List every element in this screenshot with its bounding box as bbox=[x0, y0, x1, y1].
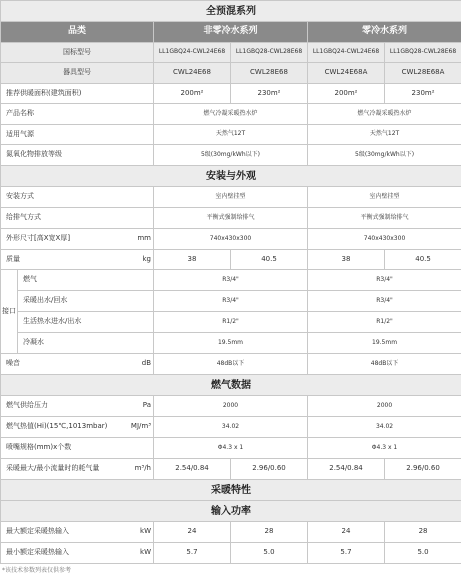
nozzle-label: 喷嘴规格(mm)x个数 bbox=[1, 438, 154, 459]
port-row-label: 冷凝水 bbox=[18, 333, 154, 354]
heating-area-label: 推荐供暖面积(建筑面积) bbox=[1, 84, 154, 104]
power-source-label: 适用气源 bbox=[1, 125, 154, 145]
power-source-cell: 天然气12T bbox=[308, 125, 461, 145]
min-input-cell: 5.7 bbox=[154, 543, 231, 564]
models-label: 国标型号 bbox=[1, 43, 154, 63]
series-b-header: 零冷水系列 bbox=[308, 22, 461, 43]
weight-cell: 38 bbox=[308, 250, 385, 270]
exhaust-cell: 平衡式强制给排气 bbox=[308, 208, 461, 229]
gas-consumption-cell: 2.96/0.60 bbox=[231, 459, 308, 480]
noise-label-text: 噪音 bbox=[6, 359, 20, 367]
heating-section-header: 采暖特性 bbox=[1, 480, 461, 501]
nox-label: 氮氧化物排放等级 bbox=[1, 145, 154, 166]
weight-label-text: 质量 bbox=[6, 255, 20, 263]
gas-pressure-cell: 2000 bbox=[154, 396, 308, 417]
min-input-label-text: 最小额定采暖热输入 bbox=[6, 548, 69, 556]
heat-value-unit: MJ/m³ bbox=[131, 423, 151, 431]
series-a-header: 非零冷水系列 bbox=[154, 22, 308, 43]
dimensions-label bbox=[1, 229, 154, 250]
nox-cell: 5级(30mg/kWh以下) bbox=[308, 145, 461, 166]
port-cell: R3/4" bbox=[154, 291, 308, 312]
category-header: 品类 bbox=[1, 22, 154, 43]
dimensions-unit: mm bbox=[137, 235, 151, 243]
install-section-header: 安装与外观 bbox=[1, 166, 461, 187]
footnote: *该技术参数列表仅供参考 bbox=[2, 565, 71, 574]
appliance-model-cell: CWL28E68 bbox=[231, 63, 308, 84]
port-cell: R3/4" bbox=[308, 291, 461, 312]
heating-area-cell: 230m² bbox=[385, 84, 461, 104]
max-input-unit: kW bbox=[140, 528, 151, 536]
noise-cell: 48dB以下 bbox=[154, 354, 308, 375]
gas-pressure-unit: Pa bbox=[143, 402, 151, 410]
weight-unit: kg bbox=[143, 256, 152, 264]
appliance-model-cell: CWL28E68A bbox=[385, 63, 461, 84]
exhaust-label: 给排气方式 bbox=[1, 208, 154, 229]
gas-consumption-label-text: 采暖最大/最小流量时的耗气量 bbox=[6, 464, 99, 472]
page-title: 全预混系列 bbox=[1, 1, 461, 22]
gas-consumption-cell: 2.96/0.60 bbox=[385, 459, 461, 480]
gas-pressure-label bbox=[1, 396, 154, 417]
power-source-cell: 天然气12T bbox=[154, 125, 308, 145]
gas-pressure-cell: 2000 bbox=[308, 396, 461, 417]
min-input-label bbox=[1, 543, 154, 564]
appliance-model-cell: CWL24E68 bbox=[154, 63, 231, 84]
weight-cell: 38 bbox=[154, 250, 231, 270]
install-method-cell: 室内壁挂型 bbox=[308, 187, 461, 208]
heating-area-cell: 230m² bbox=[231, 84, 308, 104]
model-cell: LL1GBQ24-CWL24E68 bbox=[308, 43, 385, 63]
port-row-label: 燃气 bbox=[18, 270, 154, 291]
min-input-cell: 5.0 bbox=[385, 543, 461, 564]
install-method-cell: 室内壁挂型 bbox=[154, 187, 308, 208]
min-input-cell: 5.7 bbox=[308, 543, 385, 564]
dimensions-label-text: 外形尺寸[高X宽X厚] bbox=[6, 234, 70, 242]
max-input-cell: 24 bbox=[308, 522, 385, 543]
appliance-model-cell: CWL24E68A bbox=[308, 63, 385, 84]
heat-value-label bbox=[1, 417, 154, 438]
heating-area-cell: 200m² bbox=[154, 84, 231, 104]
noise-unit: dB bbox=[142, 360, 151, 368]
product-name-cell: 燃气冷凝采暖热水炉 bbox=[308, 104, 461, 125]
dimensions-cell: 740x430x300 bbox=[154, 229, 308, 250]
gas-pressure-label-text: 燃气供给压力 bbox=[6, 401, 48, 409]
appliance-models-label: 器具型号 bbox=[1, 63, 154, 84]
max-input-cell: 28 bbox=[385, 522, 461, 543]
port-cell: R1/2" bbox=[154, 312, 308, 333]
model-cell: LL1GBQ28-CWL28E68 bbox=[385, 43, 461, 63]
dimensions-cell: 740x430x300 bbox=[308, 229, 461, 250]
nox-cell: 5级(30mg/kWh以下) bbox=[154, 145, 308, 166]
heat-value-label-text: 燃气热值(Hi)(15℃,1013mbar) bbox=[6, 422, 107, 430]
port-cell: R1/2" bbox=[308, 312, 461, 333]
exhaust-cell: 平衡式强制给排气 bbox=[154, 208, 308, 229]
max-input-cell: 28 bbox=[231, 522, 308, 543]
model-cell: LL1GBQ24-CWL24E68 bbox=[154, 43, 231, 63]
gas-consumption-cell: 2.54/0.84 bbox=[154, 459, 231, 480]
port-row-label: 采暖出水/回水 bbox=[18, 291, 154, 312]
max-input-label bbox=[1, 522, 154, 543]
min-input-unit: kW bbox=[140, 549, 151, 557]
heating-area-cell: 200m² bbox=[308, 84, 385, 104]
gas-section-header: 燃气数据 bbox=[1, 375, 461, 396]
weight-label bbox=[1, 250, 154, 270]
weight-cell: 40.5 bbox=[231, 250, 308, 270]
max-input-cell: 24 bbox=[154, 522, 231, 543]
product-name-cell: 燃气冷凝采暖热水炉 bbox=[154, 104, 308, 125]
heat-value-cell: 34.02 bbox=[308, 417, 461, 438]
nozzle-cell: Φ4.3 x 1 bbox=[154, 438, 308, 459]
install-method-label: 安装方式 bbox=[1, 187, 154, 208]
port-cell: 19.5mm bbox=[154, 333, 308, 354]
input-section-header: 输入功率 bbox=[1, 501, 461, 522]
port-cell: R3/4" bbox=[154, 270, 308, 291]
min-input-cell: 5.0 bbox=[231, 543, 308, 564]
port-cell: R3/4" bbox=[308, 270, 461, 291]
gas-consumption-unit: m³/h bbox=[135, 465, 151, 473]
model-cell: LL1GBQ28-CWL28E68 bbox=[231, 43, 308, 63]
product-name-label: 产品名称 bbox=[1, 104, 154, 125]
nozzle-cell: Φ4.3 x 1 bbox=[308, 438, 461, 459]
noise-label bbox=[1, 354, 154, 375]
ports-label: 接口 bbox=[1, 270, 18, 354]
weight-cell: 40.5 bbox=[385, 250, 461, 270]
max-input-label-text: 最大额定采暖热输入 bbox=[6, 527, 69, 535]
port-row-label: 生活热水进水/出水 bbox=[18, 312, 154, 333]
gas-consumption-label bbox=[1, 459, 154, 480]
heat-value-cell: 34.02 bbox=[154, 417, 308, 438]
port-cell: 19.5mm bbox=[308, 333, 461, 354]
noise-cell: 48dB以下 bbox=[308, 354, 461, 375]
gas-consumption-cell: 2.54/0.84 bbox=[308, 459, 385, 480]
